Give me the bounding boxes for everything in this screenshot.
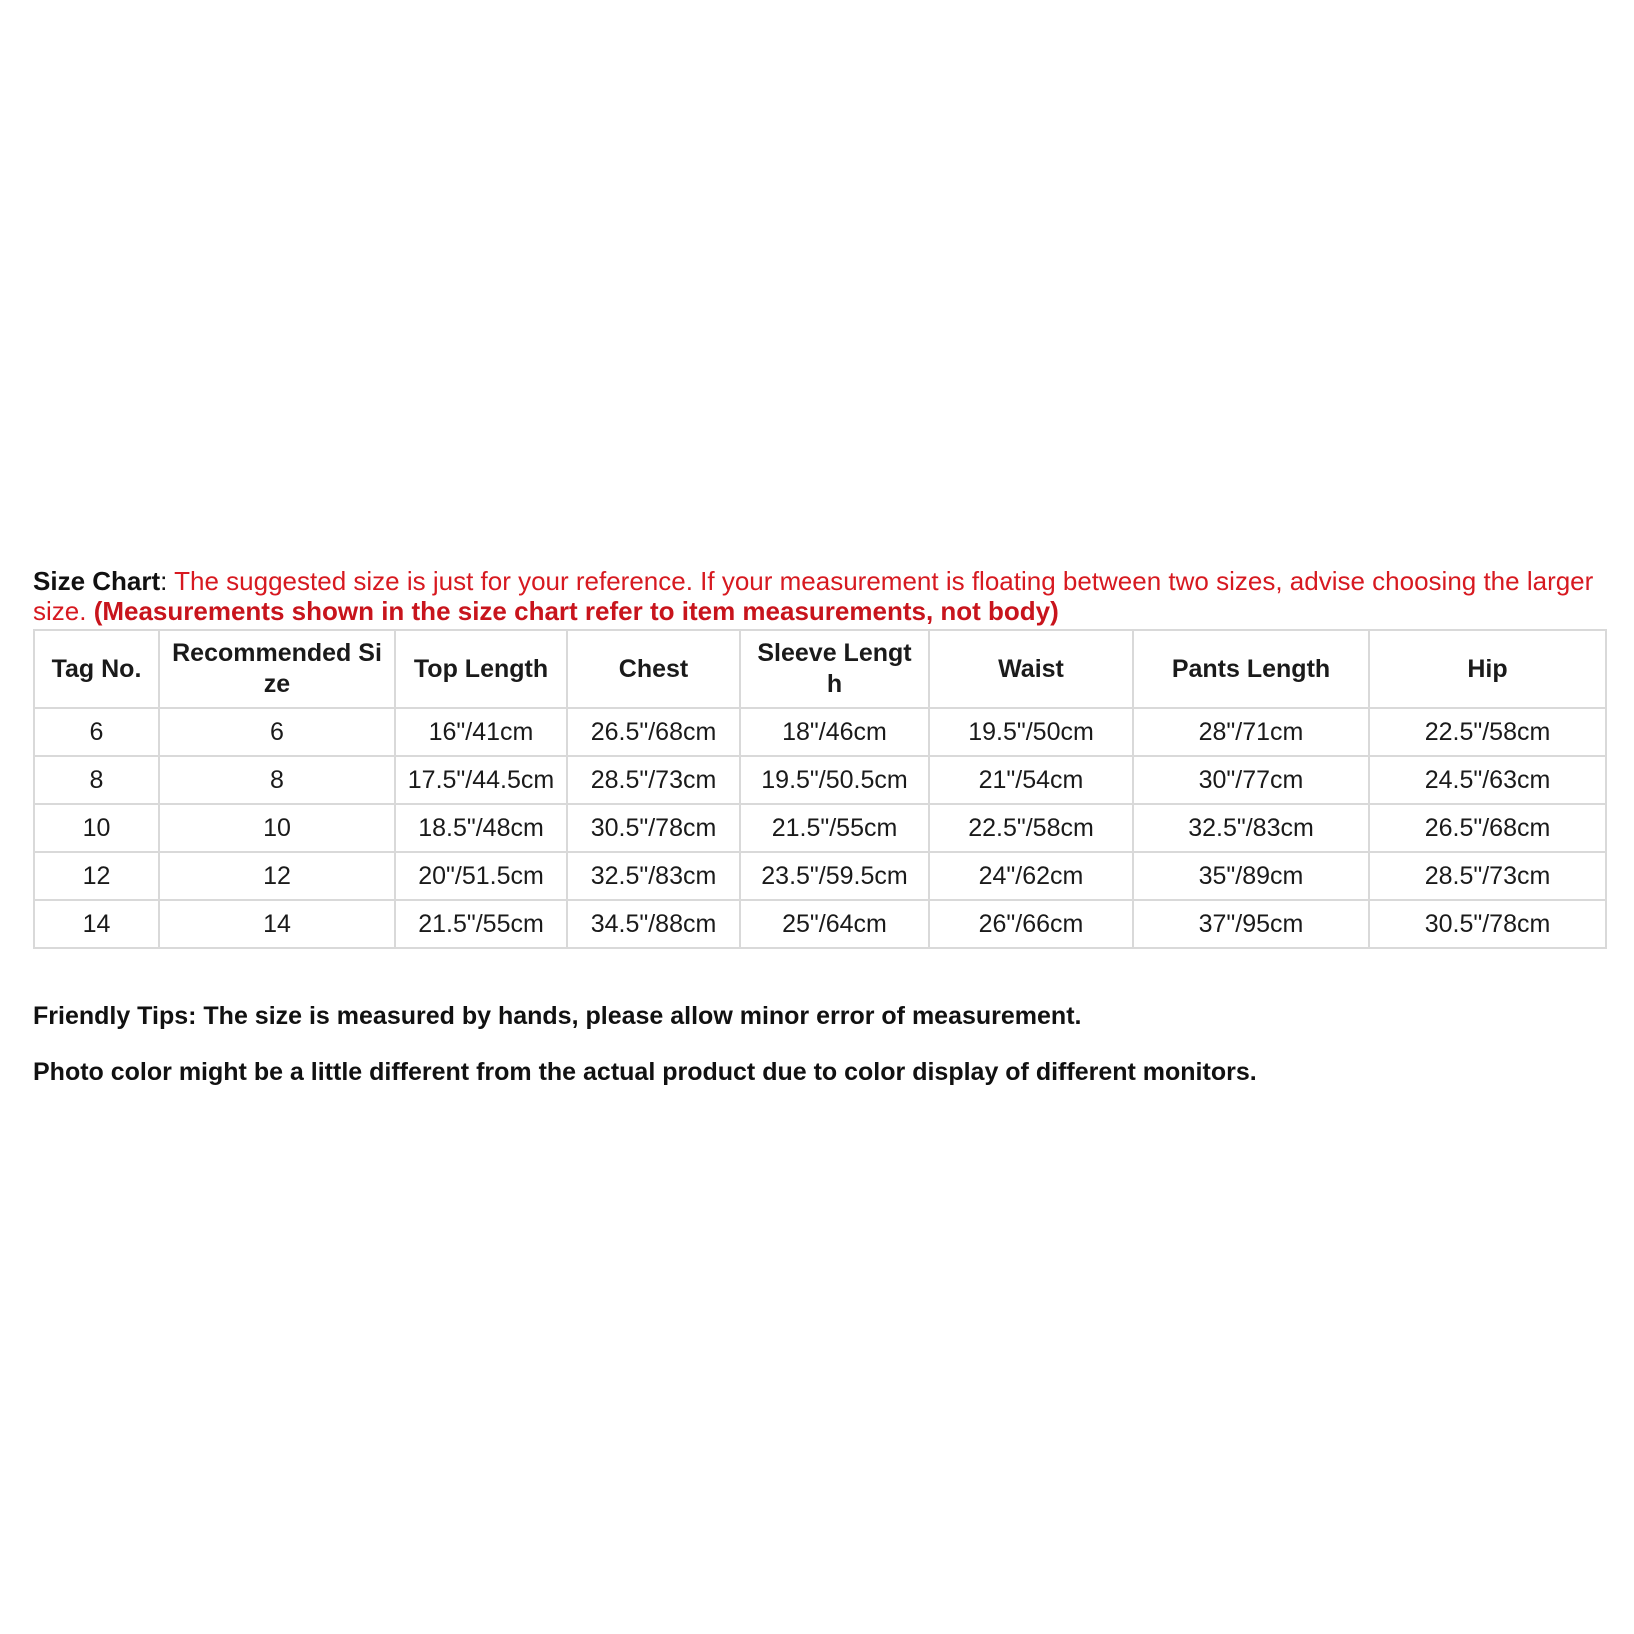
cell-tag-no: 12 — [34, 852, 159, 900]
table-header-row — [34, 630, 1606, 708]
cell-pants-length: 30"/77cm — [1133, 756, 1369, 804]
cell-waist: 26"/66cm — [929, 900, 1133, 948]
cell-tag-no: 14 — [34, 900, 159, 948]
header-chest: Chest — [567, 630, 740, 708]
cell-pants-length: 28"/71cm — [1133, 708, 1369, 756]
cell-recommended-size: 8 — [159, 756, 395, 804]
friendly-tips: Friendly Tips: The size is measured by hands, please allow minor error of measurement. — [33, 1002, 1082, 1030]
header-pants-length: Pants Length — [1133, 630, 1369, 708]
cell-sleeve-length: 21.5"/55cm — [740, 804, 929, 852]
photo-color-note: Photo color might be a little different from the actual product due to color display of different monitors. — [33, 1058, 1257, 1086]
cell-waist: 19.5"/50cm — [929, 708, 1133, 756]
size-table — [33, 629, 1607, 949]
size-advice-note: The suggested size is just for your reference. If your measurement is floating between two sizes, advise choosing the larger size. — [33, 566, 1594, 626]
cell-sleeve-length: 25"/64cm — [740, 900, 929, 948]
cell-sleeve-length: 23.5"/59.5cm — [740, 852, 929, 900]
table-row — [34, 708, 1606, 756]
cell-waist: 24"/62cm — [929, 852, 1133, 900]
cell-chest: 26.5"/68cm — [567, 708, 740, 756]
table-row — [34, 804, 1606, 852]
cell-sleeve-length: 18"/46cm — [740, 708, 929, 756]
cell-chest: 28.5"/73cm — [567, 756, 740, 804]
cell-chest: 32.5"/83cm — [567, 852, 740, 900]
size-chart-intro — [33, 566, 1603, 626]
cell-chest: 34.5"/88cm — [567, 900, 740, 948]
intro-colon: : — [160, 566, 175, 596]
cell-top-length: 17.5"/44.5cm — [395, 756, 567, 804]
cell-recommended-size: 6 — [159, 708, 395, 756]
cell-top-length: 21.5"/55cm — [395, 900, 567, 948]
cell-hip: 26.5"/68cm — [1369, 804, 1606, 852]
cell-hip: 22.5"/58cm — [1369, 708, 1606, 756]
cell-top-length: 18.5"/48cm — [395, 804, 567, 852]
cell-recommended-size: 14 — [159, 900, 395, 948]
cell-waist: 21"/54cm — [929, 756, 1133, 804]
cell-tag-no: 10 — [34, 804, 159, 852]
table-row — [34, 900, 1606, 948]
cell-waist: 22.5"/58cm — [929, 804, 1133, 852]
cell-hip: 28.5"/73cm — [1369, 852, 1606, 900]
header-recommended-size: Recommended Si ze — [159, 630, 395, 708]
header-hip: Hip — [1369, 630, 1606, 708]
cell-hip: 30.5"/78cm — [1369, 900, 1606, 948]
table-row — [34, 852, 1606, 900]
cell-sleeve-length: 19.5"/50.5cm — [740, 756, 929, 804]
header-tag-no: Tag No. — [34, 630, 159, 708]
cell-pants-length: 32.5"/83cm — [1133, 804, 1369, 852]
header-sleeve-length: Sleeve Lengt h — [740, 630, 929, 708]
cell-pants-length: 37"/95cm — [1133, 900, 1369, 948]
cell-tag-no: 8 — [34, 756, 159, 804]
cell-hip: 24.5"/63cm — [1369, 756, 1606, 804]
cell-tag-no: 6 — [34, 708, 159, 756]
header-top-length: Top Length — [395, 630, 567, 708]
table-row — [34, 756, 1606, 804]
cell-recommended-size: 12 — [159, 852, 395, 900]
measurement-emphasis: (Measurements shown in the size chart refer to item measurements, not body) — [93, 596, 1059, 626]
size-chart-label: Size Chart — [33, 566, 161, 596]
cell-top-length: 16"/41cm — [395, 708, 567, 756]
cell-top-length: 20"/51.5cm — [395, 852, 567, 900]
cell-pants-length: 35"/89cm — [1133, 852, 1369, 900]
cell-recommended-size: 10 — [159, 804, 395, 852]
cell-chest: 30.5"/78cm — [567, 804, 740, 852]
header-waist: Waist — [929, 630, 1133, 708]
